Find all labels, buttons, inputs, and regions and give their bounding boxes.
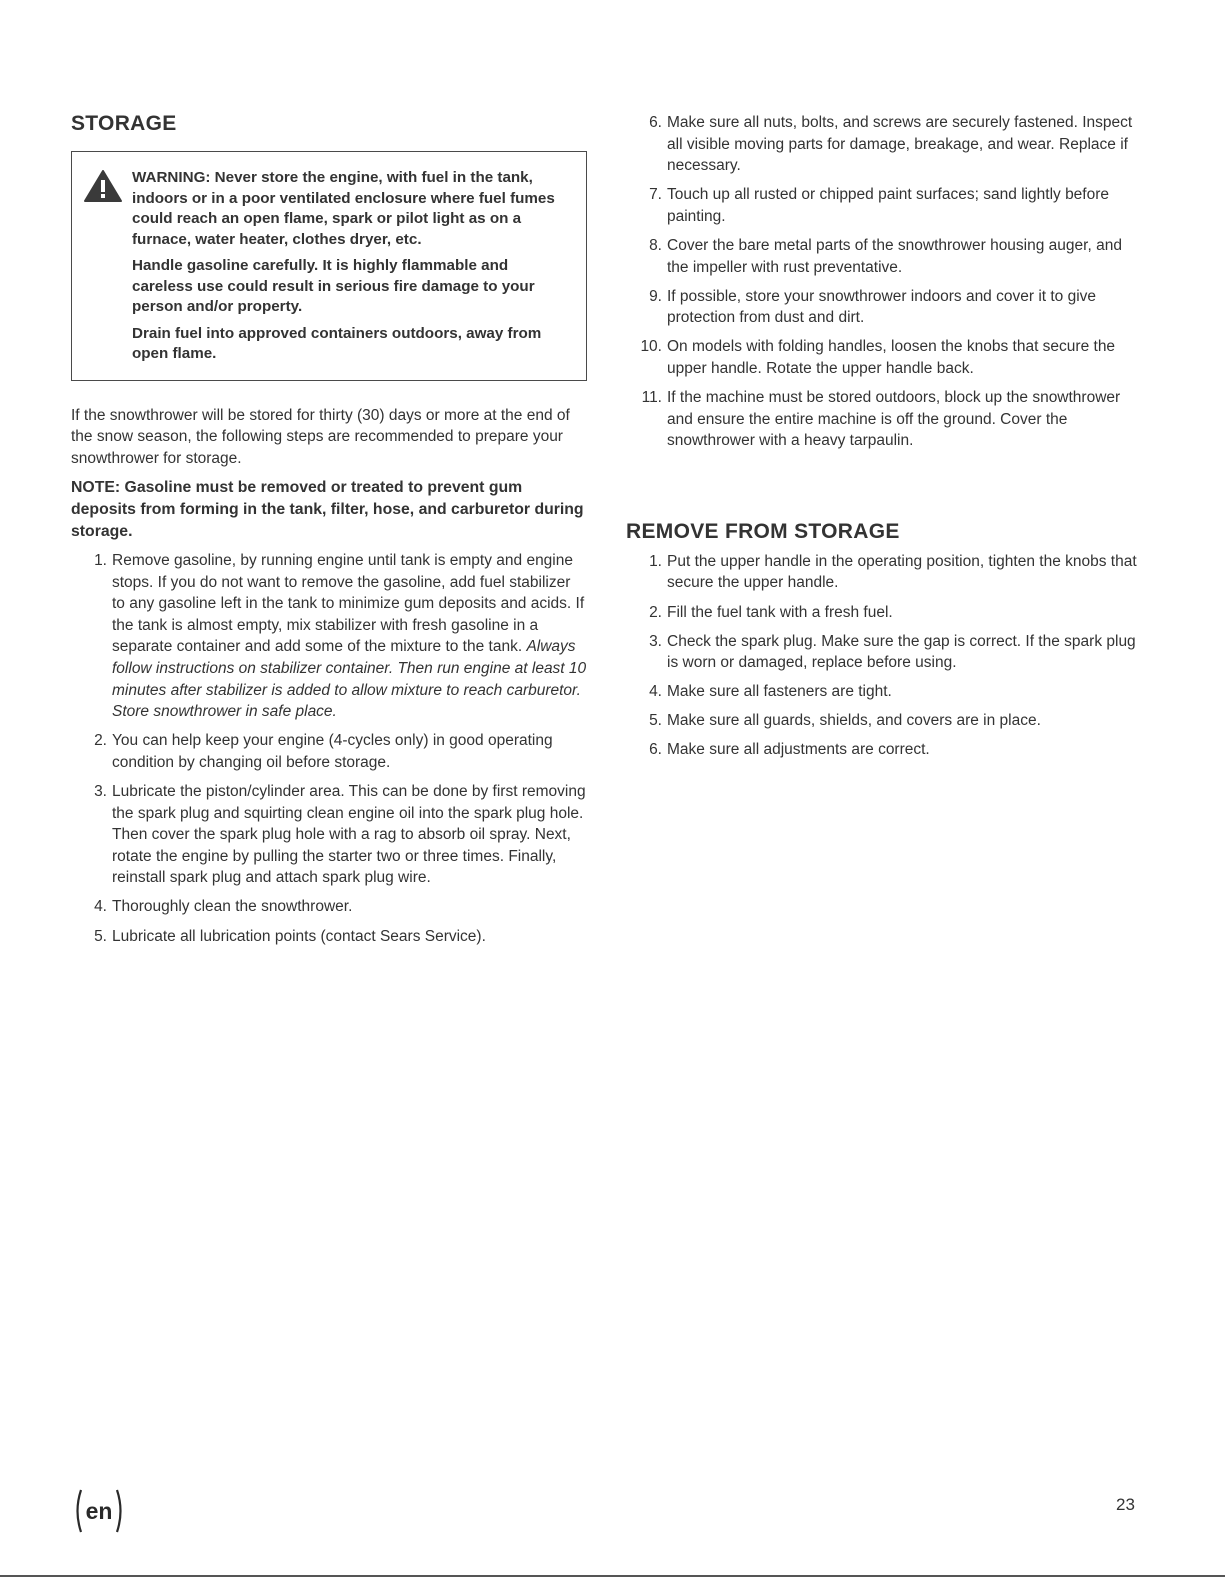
step-text: If the machine must be stored outdoors, block up the snowthrower and ensure the entire machine is off the ground. Cover the snowthrower with a heavy tarpaulin. <box>667 389 1121 450</box>
language-code: en <box>85 1498 113 1524</box>
right-column <box>626 112 1146 769</box>
remove-steps-list <box>626 551 1146 761</box>
list-item <box>71 781 587 889</box>
step-text: Cover the bare metal parts of the snowthrower housing auger, and the impeller with rust preventative. <box>667 236 1122 276</box>
warning-paragraph: Drain fuel into approved containers outdoors, away from open flame. <box>132 324 542 362</box>
step-text: Make sure all fasteners are tight. <box>667 683 892 701</box>
step-text-main: Remove gasoline, by running engine until tank is empty and engine stops. If you do not want to remove the gasoline, add fuel stabilizer to any gasoline left in the tank to minimize gum deposits and acids. If the tank is almost empty, mix stabilizer with fresh gasoline in a separate container and add some of the mixture to the tank. <box>112 552 585 656</box>
page-number: 23 <box>1116 1495 1135 1514</box>
step-text <box>112 550 587 723</box>
step-text: Make sure all nuts, bolts, and screws are securely fastened. Inspect all visible moving parts for damage, breakage, and wear. Replace if necessary. <box>667 114 1133 175</box>
step-number: 11. <box>641 389 662 407</box>
step-text: Put the upper handle in the operating position, tighten the knobs that secure the upper handle. <box>667 552 1137 592</box>
warning-paragraph: WARNING: Never store the engine, with fuel in the tank, indoors or in a poor ventilated enclosure where fuel fumes could reach an open flame, spark or pilot light as on a furnace, water heater, clothes dryer, etc. <box>132 169 555 248</box>
bottom-divider <box>0 1575 1225 1577</box>
list-item <box>626 387 1146 452</box>
storage-steps-list <box>71 550 587 947</box>
step-number: 10. <box>640 338 662 356</box>
list-item <box>626 551 1146 594</box>
list-item <box>626 681 1146 703</box>
list-item <box>626 710 1146 732</box>
warning-box <box>71 151 587 381</box>
list-item <box>71 730 587 773</box>
step-number: 6. <box>649 114 662 131</box>
step-number: 1. <box>94 552 107 569</box>
step-text: Thoroughly clean the snowthrower. <box>112 898 353 916</box>
step-number: 1. <box>649 552 662 570</box>
remove-from-storage-heading: REMOVE FROM STORAGE <box>626 519 900 543</box>
list-item <box>626 112 1146 177</box>
list-item <box>626 336 1146 379</box>
step-text: Lubricate all lubrication points (contact Sears Service). <box>112 927 486 945</box>
left-column <box>71 112 587 955</box>
step-number: 5. <box>94 927 107 945</box>
storage-intro: If the snowthrower will be stored for thirty (30) days or more at the end of the snow season, the following steps are recommended to prepare your snowthrower for storage. <box>71 406 570 467</box>
step-text: On models with folding handles, loosen the knobs that secure the upper handle. Rotate the upper handle back. <box>667 338 1116 377</box>
step-text: Fill the fuel tank with a fresh fuel. <box>667 603 893 621</box>
step-number: 9. <box>649 287 662 305</box>
list-item <box>626 602 1146 624</box>
step-number: 7. <box>649 186 662 204</box>
step-number: 3. <box>649 632 662 650</box>
storage-note: NOTE: Gasoline must be removed or treated to prevent gum deposits from forming in the tank, filter, hose, and carburetor during storage. <box>71 479 584 540</box>
warning-triangle-icon <box>83 169 123 208</box>
step-number: 2. <box>649 603 662 621</box>
step-number: 5. <box>649 712 662 730</box>
list-item <box>71 926 587 948</box>
step-text: Make sure all guards, shields, and covers are in place. <box>667 712 1041 730</box>
step-number: 8. <box>649 236 662 254</box>
step-number: 6. <box>649 741 662 759</box>
language-badge <box>71 1487 127 1535</box>
list-item <box>626 184 1146 227</box>
list-item <box>626 739 1146 761</box>
warning-paragraph: Handle gasoline carefully. It is highly flammable and careless use could result in serious fire damage to your person and/or property. <box>132 257 535 315</box>
step-number: 4. <box>94 898 107 916</box>
step-text: Touch up all rusted or chipped paint surfaces; sand lightly before painting. <box>667 186 1110 225</box>
list-item <box>626 286 1146 329</box>
list-item <box>626 235 1146 278</box>
list-item <box>626 631 1146 674</box>
step-text: Make sure all adjustments are correct. <box>667 741 930 759</box>
step-text: If possible, store your snowthrower indoors and cover it to give protection from dust and dirt. <box>667 287 1097 327</box>
warning-text <box>132 168 566 371</box>
step-text: Check the spark plug. Make sure the gap is correct. If the spark plug is worn or damaged, replace before using. <box>667 632 1136 672</box>
step-number: 3. <box>94 782 107 800</box>
step-text-italic: Always follow instructions on stabilizer container. Then run engine at least 10 minutes after stabilizer is added to allow mixture to reach carburetor. Store snowthrower in safe place. <box>112 638 587 721</box>
list-item <box>71 896 587 918</box>
step-text: You can help keep your engine (4-cycles only) in good operating condition by changing oil before storage. <box>112 732 553 771</box>
list-item <box>71 550 587 723</box>
storage-heading: STORAGE <box>71 112 177 135</box>
step-text: Lubricate the piston/cylinder area. This can be done by first removing the spark plug and squirting clean engine oil into the spark plug hole. Then cover the spark plug hole with a rag to absorb oil spray. Next, rotate the engine by pulling the starter two or three times. Finally, reinstall spark plug and attach spark plug wire. <box>112 782 586 887</box>
step-number: 4. <box>649 683 662 701</box>
storage-steps-list-continued <box>626 112 1146 452</box>
step-number: 2. <box>94 732 107 750</box>
